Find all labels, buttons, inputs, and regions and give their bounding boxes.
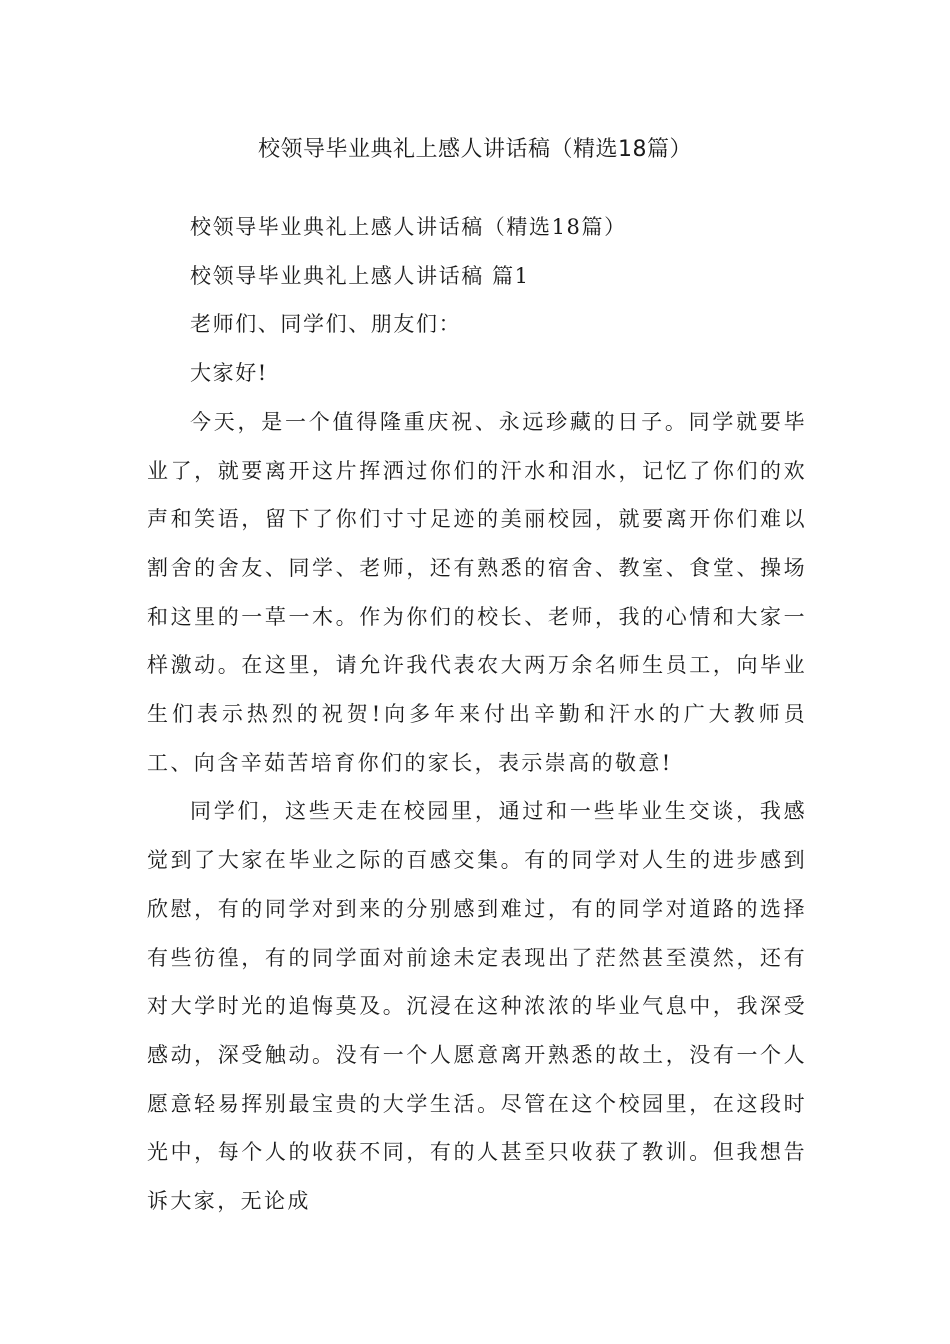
- document-title: 校领导毕业典礼上感人讲话稿（精选18篇）: [258, 137, 692, 162]
- section-heading: 校领导毕业典礼上感人讲话稿 篇1: [190, 263, 530, 288]
- subtitle-paragraph: 校领导毕业典礼上感人讲话稿（精选18篇）: [190, 215, 627, 239]
- salutation-paragraph: 老师们、同学们、朋友们：: [190, 312, 462, 337]
- body-paragraph: 同学们，这些天走在校园里，通过和一些毕业生交谈，我感觉到了大家在毕业之际的百感交集。有的同学对人生的进步感到欣慰，有的同学对到来的分别感到难过，有的同学对道路的选择有些彷徨，有的同学面对前途未定表现出了茫然甚至漠然，还有对大学时光的追悔莫及。沉浸在这种浓浓的毕业气息中，我深受感动，深受触动。没有一个人愿意离开熟悉的故土，没有一个人愿意轻易挥别最宝贵的大学生活。尽管在这个校园里，在这段时光中，每个人的收获不同，有的人甚至只收获了教训。但我想告诉大家，无论成: [147, 799, 807, 1214]
- greeting-paragraph: 大家好!: [190, 361, 268, 386]
- body-paragraph: 今天，是一个值得隆重庆祝、永远珍藏的日子。同学就要毕业了，就要离开这片挥洒过你们的汗水和泪水，记忆了你们的欢声和笑语，留下了你们寸寸足迹的美丽校园，就要离开你们难以割舍的舍友、同学、老师，还有熟悉的宿舍、教室、食堂、操场和这里的一草一木。作为你们的校长、老师，我的心情和大家一样激动。在这里，请允许我代表农大两万余名师生员工，向毕业生们表示热烈的祝贺!向多年来付出辛勤和汗水的广大教师员工、向含辛茹苦培育你们的家长，表示崇高的敬意!: [147, 409, 807, 775]
- document-body: [147, 203, 807, 1226]
